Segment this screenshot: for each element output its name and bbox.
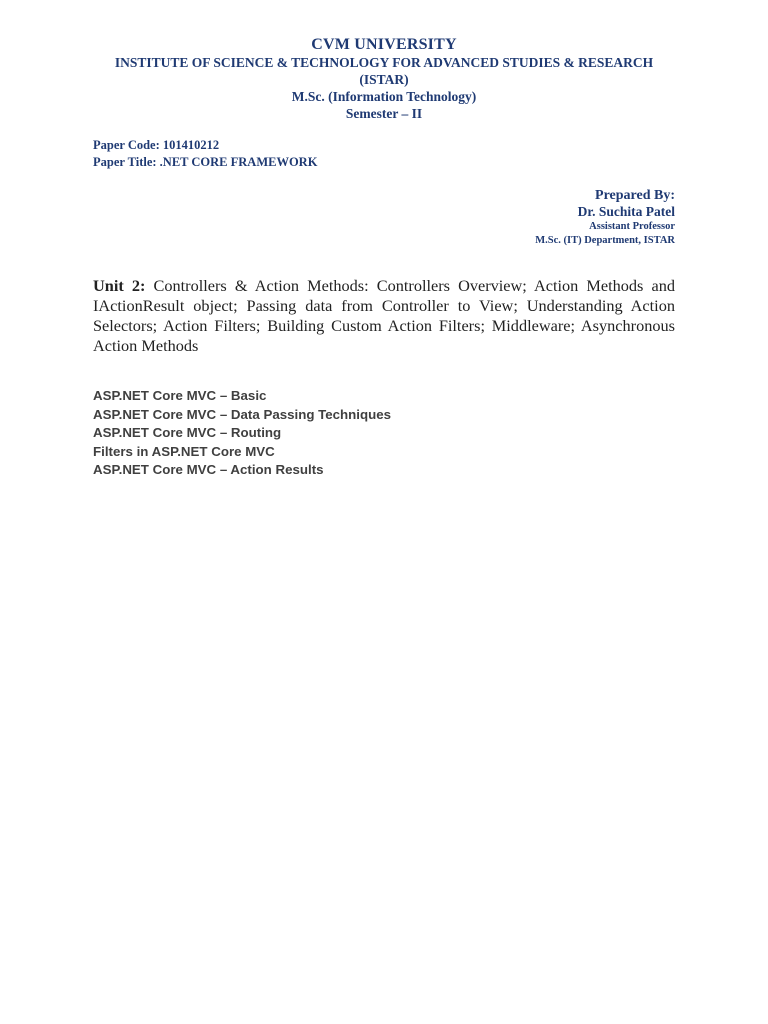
- program-name: M.Sc. (Information Technology): [291, 89, 477, 104]
- prepared-by-label: Prepared By:: [595, 188, 675, 203]
- unit-topics-text: Controllers & Action Methods: Controllers Overview; Action Methods and IActionResult object; Passing data from Controller to View; Understanding Action Selectors; Action Filters; Building Custom Action Filters; Middleware; Asynchronous Action Methods: [93, 276, 675, 355]
- author-designation: Assistant Professor: [589, 221, 675, 232]
- list-item: ASP.NET Core MVC – Data Passing Techniques: [93, 406, 392, 422]
- list-item: ASP.NET Core MVC – Basic: [93, 388, 267, 403]
- institute-name-line-2: (ISTAR): [359, 72, 409, 87]
- university-name: CVM UNIVERSITY: [311, 36, 457, 53]
- paper-title: Paper Title: .NET CORE FRAMEWORK: [93, 155, 318, 169]
- list-item: ASP.NET Core MVC – Routing: [93, 425, 282, 441]
- list-item: ASP.NET Core MVC – Action Results: [93, 462, 324, 478]
- paper-info: [93, 137, 317, 171]
- author-department: M.Sc. (IT) Department, ISTAR: [535, 235, 675, 246]
- paper-code: Paper Code: 101410212: [93, 138, 220, 152]
- list-item: Filters in ASP.NET Core MVC: [93, 443, 275, 459]
- unit-description: [93, 276, 675, 356]
- document-header: [93, 36, 675, 122]
- author-name: Dr. Suchita Patel: [577, 204, 675, 219]
- institute-name-line-1: INSTITUTE OF SCIENCE & TECHNOLOGY FOR ADVANCED STUDIES & RESEARCH: [114, 55, 654, 70]
- prepared-by-block: [535, 187, 675, 247]
- unit-label: Unit 2:: [93, 276, 146, 295]
- topic-list: [93, 387, 391, 480]
- semester-label: Semester – II: [345, 106, 423, 121]
